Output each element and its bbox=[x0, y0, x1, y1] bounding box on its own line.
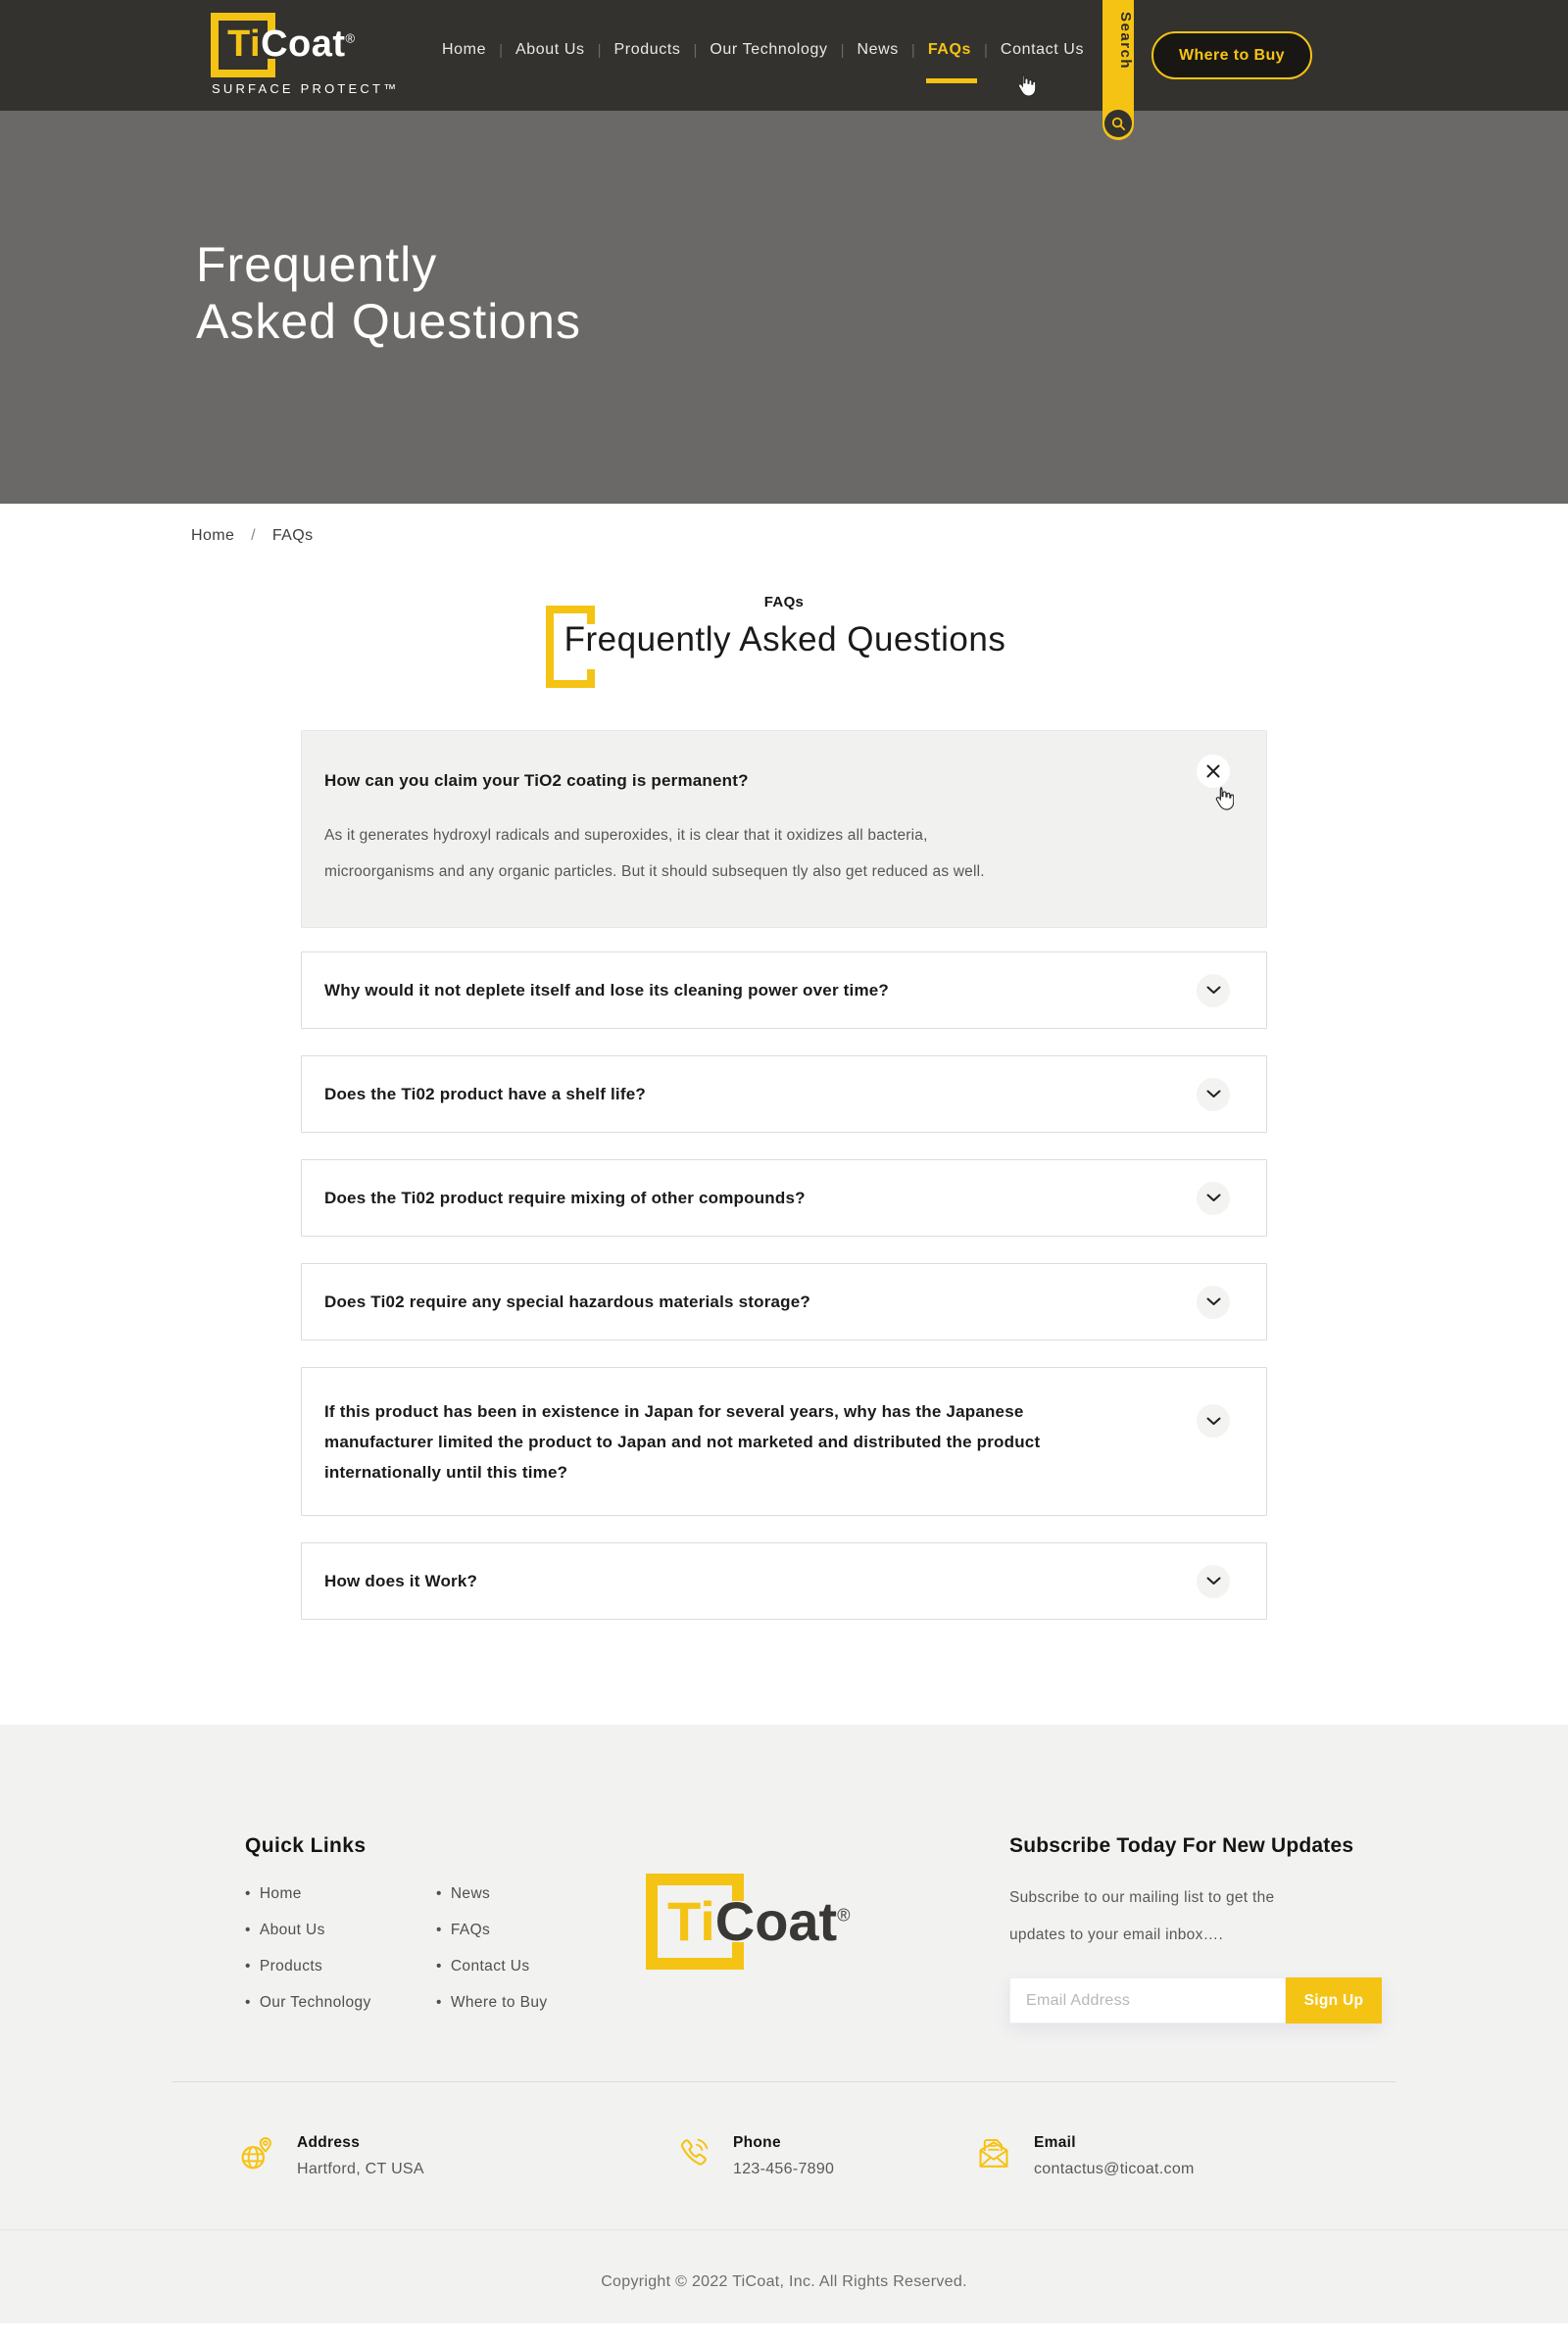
faq-question: Why would it not deplete itself and lose its cleaning power over time? bbox=[324, 981, 890, 1000]
faq-answer: As it generates hydroxyl radicals and superoxides, it is clear that it oxidizes all bacteria, microorganisms and any organic particles. But it should subsequen tly also get reduced as well. bbox=[324, 827, 985, 880]
sign-up-button[interactable]: Sign Up bbox=[1286, 1977, 1382, 2024]
hero-banner bbox=[0, 111, 1568, 504]
search-icon-circle[interactable] bbox=[1104, 110, 1132, 137]
logo-wordmark: TiCoat® bbox=[227, 24, 356, 65]
faq-item-expanded bbox=[301, 730, 1267, 928]
subscribe-title: Subscribe Today For New Updates bbox=[1009, 1834, 1354, 1857]
faq-accordion bbox=[301, 730, 1267, 1620]
chevron-down-icon bbox=[1206, 1297, 1221, 1306]
faq-item[interactable] bbox=[301, 1055, 1267, 1133]
breadcrumb-home-link[interactable]: Home bbox=[191, 527, 235, 544]
nav-item-contact-us[interactable]: Contact Us bbox=[1000, 41, 1085, 58]
faq-question: Does the Ti02 product have a shelf life? bbox=[324, 1085, 646, 1103]
nav-item-news[interactable]: News bbox=[857, 41, 899, 58]
footer-link-faqs[interactable]: • FAQs bbox=[436, 1922, 491, 1938]
faq-section-title: Frequently Asked Questions bbox=[563, 620, 1006, 659]
breadcrumb-separator: / bbox=[251, 527, 256, 544]
chevron-down-icon bbox=[1206, 986, 1221, 995]
logo-tagline: SURFACE PROTECT™ bbox=[212, 81, 400, 96]
contact-row bbox=[172, 2082, 1396, 2229]
site-logo[interactable] bbox=[211, 13, 400, 101]
globe-location-icon bbox=[240, 2136, 273, 2171]
faq-item[interactable] bbox=[301, 1263, 1267, 1341]
faq-item[interactable] bbox=[301, 951, 1267, 1029]
breadcrumb bbox=[0, 504, 1568, 545]
hero-title: Frequently Asked Questions bbox=[196, 237, 581, 349]
faq-item[interactable] bbox=[301, 1367, 1267, 1516]
main-nav bbox=[442, 41, 1084, 59]
quick-links-section bbox=[245, 1834, 608, 2030]
collapse-button[interactable] bbox=[1197, 755, 1230, 788]
chevron-down-icon bbox=[1206, 1090, 1221, 1098]
nav-item-our-technology[interactable]: Our Technology bbox=[710, 41, 828, 58]
mouse-cursor-icon bbox=[1212, 786, 1234, 811]
site-header bbox=[0, 0, 1568, 111]
where-to-buy-label: Where to Buy bbox=[1179, 46, 1285, 64]
email-input[interactable] bbox=[1009, 1977, 1286, 2024]
title-bracket-icon bbox=[546, 606, 597, 688]
copyright-band bbox=[0, 2229, 1568, 2334]
footer-link-about-us[interactable]: • About Us bbox=[245, 1922, 325, 1938]
footer-link-where-to-buy[interactable]: • Where to Buy bbox=[436, 1994, 548, 2011]
copyright-text: Copyright © 2022 TiCoat, Inc. All Rights Reserved. bbox=[601, 2273, 967, 2290]
chevron-down-icon bbox=[1206, 1194, 1221, 1202]
search-icon bbox=[1111, 117, 1126, 131]
footer-logo[interactable] bbox=[608, 1874, 911, 2021]
faq-question: How does it Work? bbox=[324, 1572, 478, 1590]
search-tab-label: Search bbox=[1117, 12, 1134, 71]
expand-button[interactable] bbox=[1197, 1286, 1230, 1319]
address-label: Address bbox=[297, 2134, 361, 2151]
nav-item-home[interactable]: Home bbox=[442, 41, 487, 58]
mouse-cursor-icon bbox=[1014, 73, 1036, 98]
expand-button[interactable] bbox=[1197, 1565, 1230, 1598]
chevron-down-icon bbox=[1206, 1417, 1221, 1426]
contact-email-block bbox=[977, 2134, 1195, 2178]
search-tab[interactable] bbox=[1102, 0, 1134, 140]
nav-separator: | bbox=[840, 41, 845, 59]
phone-label: Phone bbox=[733, 2134, 781, 2151]
footer-link-home[interactable]: • Home bbox=[245, 1885, 302, 1902]
faq-question: If this product has been in existence in Japan for several years, why has the Japanese manufacturer limited the product to Japan and not marketed and distributed the product internationally until this time? bbox=[324, 1401, 1041, 1482]
chevron-down-icon bbox=[1206, 1577, 1221, 1585]
address-value: Hartford, CT USA bbox=[297, 2161, 424, 2177]
subscribe-description: Subscribe to our mailing list to get the updates to your email inbox…. bbox=[1009, 1889, 1275, 1943]
footer-link-news[interactable]: • News bbox=[436, 1885, 491, 1902]
contact-phone-block bbox=[676, 2134, 834, 2178]
faq-item[interactable] bbox=[301, 1542, 1267, 1620]
close-icon bbox=[1206, 764, 1220, 778]
phone-value: 123-456-7890 bbox=[733, 2161, 835, 2177]
expand-button[interactable] bbox=[1197, 1078, 1230, 1111]
faq-item[interactable] bbox=[301, 1159, 1267, 1237]
nav-separator: | bbox=[910, 41, 915, 59]
faq-question[interactable]: How can you claim your TiO2 coating is permanent? bbox=[324, 771, 749, 790]
nav-item-faqs-active[interactable]: FAQs bbox=[927, 41, 972, 58]
nav-separator: | bbox=[597, 41, 602, 59]
quick-links-title: Quick Links bbox=[245, 1834, 367, 1857]
footer-link-products[interactable]: • Products bbox=[245, 1958, 323, 1975]
subscribe-section bbox=[1009, 1834, 1396, 2030]
expand-button[interactable] bbox=[1197, 1182, 1230, 1215]
faq-question: Does Ti02 require any special hazardous materials storage? bbox=[324, 1292, 810, 1311]
site-footer bbox=[0, 1725, 1568, 2323]
main-content bbox=[0, 504, 1568, 1725]
footer-link-contact-us[interactable]: • Contact Us bbox=[436, 1958, 530, 1975]
expand-button[interactable] bbox=[1197, 974, 1230, 1007]
expand-button[interactable] bbox=[1197, 1404, 1230, 1438]
email-icon bbox=[977, 2136, 1010, 2171]
faq-eyebrow-label: FAQs bbox=[763, 594, 805, 610]
nav-separator: | bbox=[693, 41, 698, 59]
email-value[interactable]: contactus@ticoat.com bbox=[1034, 2161, 1195, 2177]
nav-separator: | bbox=[499, 41, 503, 59]
phone-icon bbox=[676, 2136, 710, 2171]
nav-item-about-us[interactable]: About Us bbox=[515, 41, 585, 58]
contact-address-block bbox=[240, 2134, 424, 2178]
nav-separator: | bbox=[984, 41, 988, 59]
breadcrumb-current: FAQs bbox=[271, 527, 314, 544]
nav-item-products[interactable]: Products bbox=[613, 41, 681, 58]
email-label: Email bbox=[1034, 2134, 1076, 2151]
faq-question: Does the Ti02 product require mixing of other compounds? bbox=[324, 1189, 806, 1207]
where-to-buy-button[interactable] bbox=[1152, 31, 1312, 79]
footer-link-our-technology[interactable]: • Our Technology bbox=[245, 1994, 371, 2011]
logo-wordmark: TiCoat® bbox=[667, 1890, 851, 1952]
